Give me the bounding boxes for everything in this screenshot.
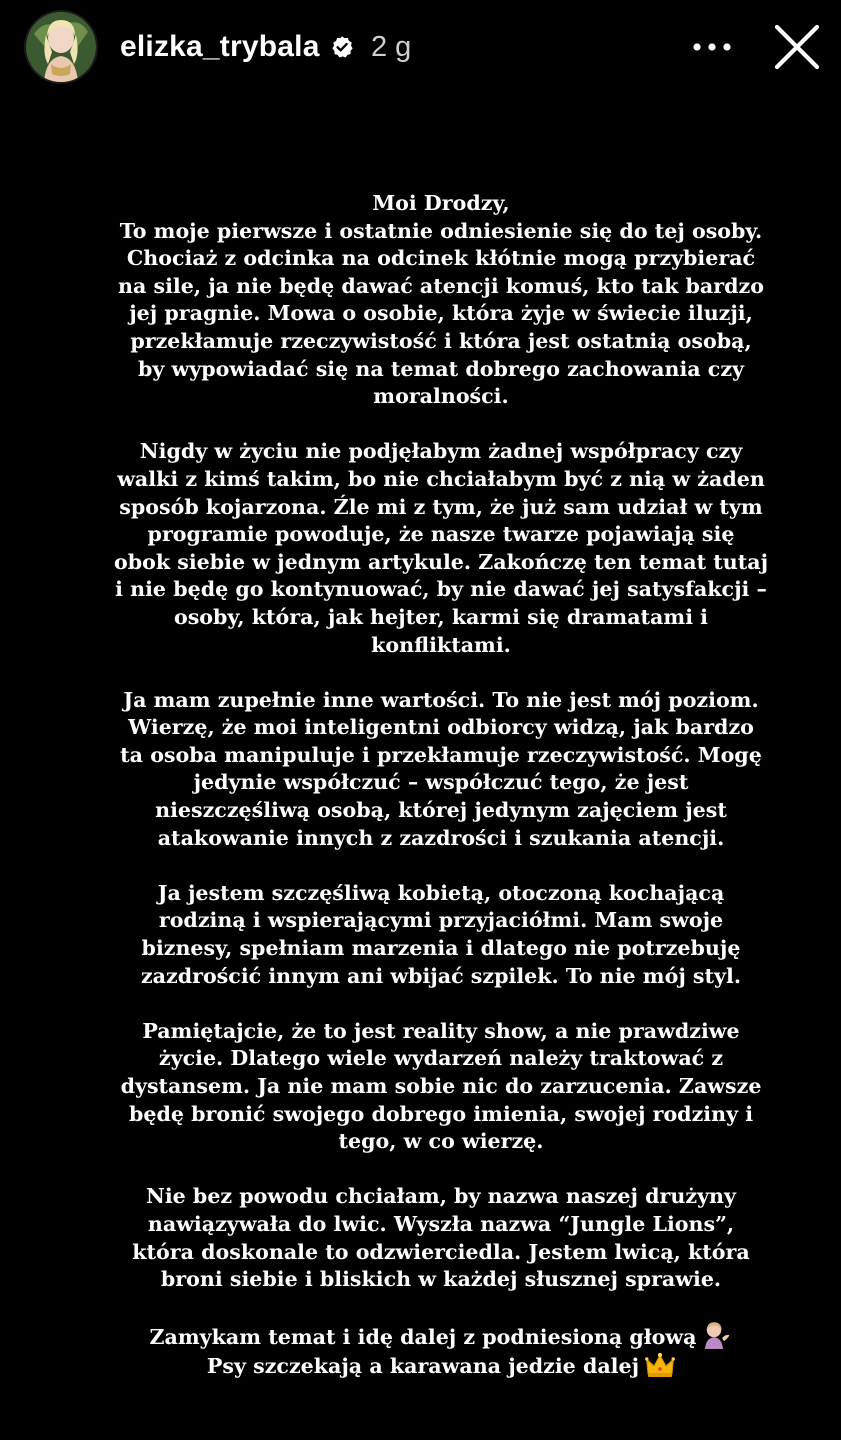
- text-line: rodziną i wspierającymi przyjaciółmi. Mam swoje: [158, 908, 724, 933]
- text-line: sposób kojarzona. Źle mi z tym, że już sam udział w tym: [119, 494, 763, 519]
- woman-tipping-hand-emoji: [702, 1321, 732, 1349]
- text-line: nawiązywała do lwic. Wyszła nazwa “Jungle Lions”,: [147, 1211, 735, 1236]
- text-line: Ja jestem szczęśliwą kobietą, otoczoną kochającą: [157, 880, 725, 905]
- closing-paragraph: [95, 1321, 787, 1380]
- text-line: na sile, ja nie będę dawać atencji komuś, kto tak bardzo: [118, 273, 764, 298]
- post-time: 2 g: [371, 31, 412, 63]
- text-line: która doskonale to odzwierciedla. Jestem lwicą, która: [132, 1239, 750, 1264]
- text-line: Moi Drodzy,: [372, 191, 510, 215]
- crown-emoji: [645, 1352, 675, 1378]
- story-text: [95, 190, 787, 1408]
- text-line: broni siebie i bliskich w każdej słusznej sprawie.: [160, 1267, 722, 1292]
- paragraph-3: [95, 687, 787, 853]
- text-line: Chociaż z odcinka na odcinek kłótnie mogą przybierać: [126, 246, 756, 271]
- more-options-icon[interactable]: [690, 32, 734, 62]
- text-line: i nie będę go kontynuować, by nie dawać jej satysfakcji –: [115, 577, 767, 602]
- text-line: jej pragnie. Mowa o osobie, która żyje w świecie iluzji,: [129, 301, 753, 326]
- text-line: Pamiętajcie, że to jest reality show, a nie prawdziwe: [142, 1018, 740, 1043]
- paragraph-2: [95, 438, 787, 659]
- text-line: atakowanie innych z zazdrości i szukania atencji.: [157, 825, 725, 850]
- text-line: jedynie współczuć – współczuć tego, że jest: [193, 770, 689, 795]
- closing-line-1: [95, 1321, 787, 1352]
- text-line: ta osoba manipuluje i przekłamuje rzeczywistość. Mogę: [120, 742, 762, 767]
- closing-text-2: Psy szczekają a karawana jedzie dalej: [206, 1353, 640, 1378]
- text-line: To moje pierwsze i ostatnie odniesienie się do tej osoby.: [119, 218, 763, 243]
- avatar-image: [26, 12, 96, 82]
- text-line: dystansem. Ja nie mam sobie nic do zarzucenia. Zawsze: [120, 1074, 762, 1098]
- text-line: osoby, która, jak hejter, karmi się dramatami i: [173, 604, 709, 629]
- text-line: tego, w co wierzę.: [338, 1129, 544, 1154]
- close-icon[interactable]: [772, 22, 822, 72]
- text-line: będę bronić swojego dobrego imienia, swojej rodziny i: [128, 1101, 754, 1126]
- text-line: życie. Dlatego wiele wydarzeń należy traktować z: [158, 1046, 724, 1071]
- paragraph-1: [95, 190, 787, 411]
- text-line: nieszczęśliwą osobą, której jedynym zajęciem jest: [155, 798, 727, 823]
- text-line: biznesy, spełniam marzenia i dlatego nie potrzebuję: [141, 936, 741, 961]
- text-line: obok siebie w jednym artykule. Zakończę ten temat tutaj: [113, 549, 769, 574]
- text-line: Wierzę, że moi inteligentni odbiorcy widzą, jak bardzo: [128, 715, 754, 740]
- text-line: przekłamuje rzeczywistość i która jest ostatnią osobą,: [130, 328, 752, 353]
- verified-badge-icon: [330, 35, 354, 59]
- text-line: by wypowiadać się na temat dobrego zachowania czy: [138, 356, 744, 381]
- paragraph-4: [95, 880, 787, 990]
- closing-line-2: [95, 1352, 787, 1381]
- paragraph-5: [95, 1018, 787, 1156]
- text-line: Ja mam zupełnie inne wartości. To nie jest mój poziom.: [123, 687, 759, 712]
- text-line: Nie bez powodu chciałam, by nazwa naszej drużyny: [146, 1184, 736, 1209]
- text-line: konfliktami.: [371, 632, 511, 657]
- closing-text-1: Zamykam temat i idę dalej z podniesioną głową: [149, 1325, 697, 1350]
- text-line: programie powoduje, że nasze twarze pojawiają się: [147, 522, 735, 547]
- text-line: walki z kimś takim, bo nie chciałabym być z nią w żaden: [117, 466, 765, 491]
- profile-avatar[interactable]: [26, 12, 96, 82]
- paragraph-6: [95, 1183, 787, 1293]
- text-line: zazdrościć innym ani wbijać szpilek. To nie mój styl.: [140, 963, 742, 988]
- text-line: Nigdy w życiu nie podjęłabym żadnej współpracy czy: [139, 439, 743, 464]
- username[interactable]: elizka_trybala: [120, 30, 320, 63]
- story-header: [0, 0, 841, 95]
- text-line: moralności.: [373, 384, 509, 409]
